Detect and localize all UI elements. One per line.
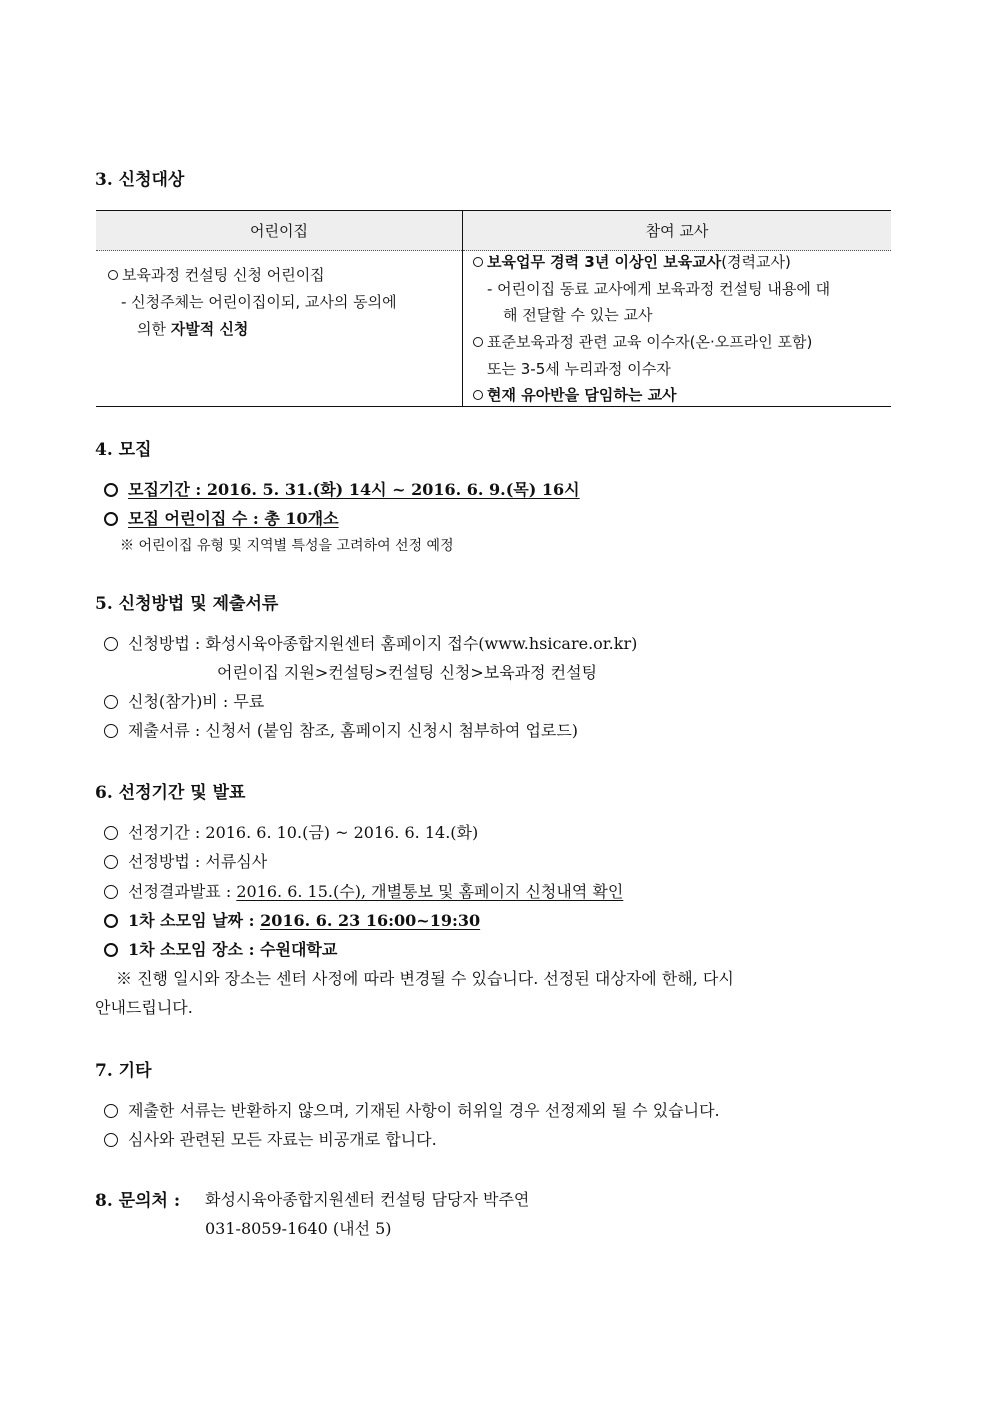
select-method: 선정방법 : 서류심사 — [104, 849, 267, 872]
apply-method: 신청방법 : 화성시육아종합지원센터 홈페이지 접수(www.hsicare.or.kr) — [104, 631, 637, 654]
section-5-title: 5. 신청방법 및 제출서류 — [95, 594, 279, 614]
apply-method-path: 어린이집 지원>컨설팅>컨설팅 신청>보육과정 컨설팅 — [217, 663, 598, 682]
teacher-cell: 보육업무 경력 3년 이상인 보육교사(경력교사) - 어린이집 동료 교사에게 보육과정 컨설팅 내용에 대 해 전달할 수 있는 교사 표준보육과정 관련 교육 이수자(온·오프라인 포함) 또는 3-5세 누리과정 이수자 현재 유아반을 담임하는 교사 — [463, 251, 892, 407]
circle-bullet-icon — [104, 855, 118, 869]
etc-line-2: 심사와 관련된 모든 자료는 비공개로 합니다. — [104, 1127, 437, 1150]
daycare-cell: 보육과정 컨설팅 신청 어린이집 - 신청주체는 어린이집이되, 교사의 동의에 의한 자발적 신청 — [96, 251, 463, 407]
circle-bullet-icon — [104, 512, 118, 526]
section-6-title: 6. 선정기간 및 발표 — [95, 783, 246, 803]
section-3-title: 3. 신청대상 — [95, 170, 185, 190]
col-header-daycare: 어린이집 — [96, 211, 463, 251]
circle-bullet-icon — [104, 914, 118, 928]
section-8-title: 8. 문의처 : — [95, 1191, 181, 1211]
recruit-period: 모집기간 : 2016. 5. 31.(화) 14시 ~ 2016. 6. 9.(목) 16시 — [104, 477, 580, 500]
schedule-note-cont: 안내드립니다. — [95, 998, 193, 1017]
section-4-title: 4. 모집 — [95, 440, 152, 460]
section-7-title: 7. 기타 — [95, 1061, 152, 1081]
circle-bullet-icon — [473, 257, 483, 267]
select-period: 선정기간 : 2016. 6. 10.(금) ~ 2016. 6. 14.(화) — [104, 820, 478, 843]
apply-docs: 제출서류 : 신청서 (붙임 참조, 홈페이지 신청시 첨부하여 업로드) — [104, 718, 578, 741]
select-result: 선정결과발표 : 2016. 6. 15.(수), 개별통보 및 홈페이지 신청내역 확인 — [104, 879, 623, 902]
circle-bullet-icon — [104, 483, 118, 497]
circle-bullet-icon — [104, 885, 118, 899]
schedule-note: ※ 진행 일시와 장소는 센터 사정에 따라 변경될 수 있습니다. 선정된 대상자에 한해, 다시 — [116, 969, 734, 988]
circle-bullet-icon — [104, 943, 118, 957]
contact-person: 화성시육아종합지원센터 컨설팅 담당자 박주연 — [205, 1190, 530, 1209]
apply-fee: 신청(참가)비 : 무료 — [104, 689, 264, 712]
circle-bullet-icon — [104, 826, 118, 840]
eligibility-table — [96, 210, 891, 407]
circle-bullet-icon — [104, 637, 118, 651]
circle-bullet-icon — [473, 337, 483, 347]
meeting-place: 1차 소모임 장소 : 수원대학교 — [104, 937, 337, 960]
circle-bullet-icon — [104, 1133, 118, 1147]
etc-line-1: 제출한 서류는 반환하지 않으며, 기재된 사항이 허위일 경우 선정제외 될 수 있습니다. — [104, 1098, 720, 1121]
recruit-note: ※ 어린이집 유형 및 지역별 특성을 고려하여 선정 예정 — [120, 538, 454, 554]
col-header-teacher: 참여 교사 — [463, 211, 892, 251]
circle-bullet-icon — [108, 270, 118, 280]
circle-bullet-icon — [104, 695, 118, 709]
meeting-date: 1차 소모임 날짜 : 2016. 6. 23 16:00~19:30 — [104, 908, 480, 931]
circle-bullet-icon — [473, 390, 483, 400]
contact-phone: 031-8059-1640 (내선 5) — [205, 1219, 392, 1238]
circle-bullet-icon — [104, 724, 118, 738]
circle-bullet-icon — [104, 1104, 118, 1118]
recruit-count: 모집 어린이집 수 : 총 10개소 — [104, 506, 339, 529]
